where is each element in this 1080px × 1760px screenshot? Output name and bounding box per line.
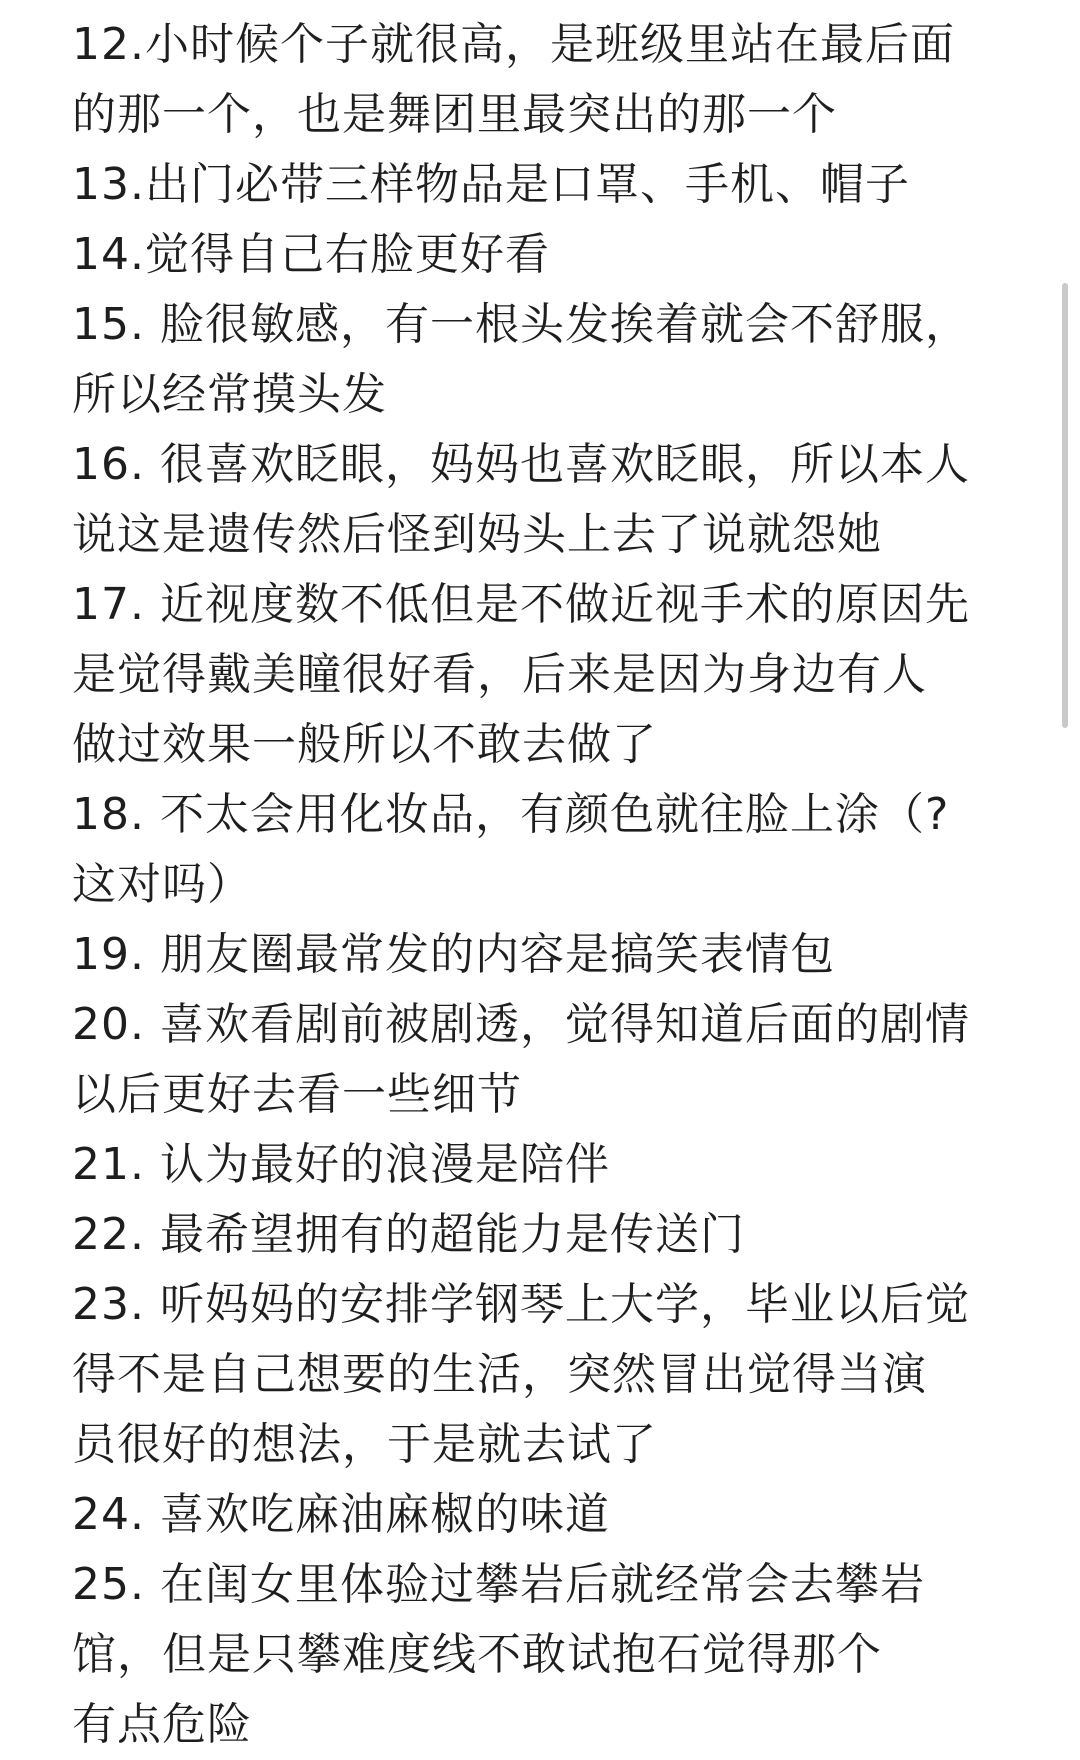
note-line: 这对吗） bbox=[72, 859, 252, 910]
scrollbar-thumb[interactable] bbox=[1062, 283, 1068, 728]
note-line: 13.出门必带三样物品是口罩、手机、帽子 bbox=[72, 159, 910, 210]
note-line: 25. 在闺女里体验过攀岩后就经常会去攀岩 bbox=[72, 1559, 925, 1610]
note-line: 20. 喜欢看剧前被剧透，觉得知道后面的剧情 bbox=[72, 999, 970, 1050]
note-line: 15. 脸很敏感，有一根头发挨着就会不舒服， bbox=[72, 299, 970, 350]
note-line: 是觉得戴美瞳很好看，后来是因为身边有人 bbox=[72, 649, 927, 700]
note-line: 所以经常摸头发 bbox=[72, 369, 387, 420]
vertical-scrollbar[interactable] bbox=[1062, 0, 1076, 1758]
note-line: 馆，但是只攀难度线不敢试抱石觉得那个 bbox=[72, 1629, 882, 1680]
note-line: 以后更好去看一些细节 bbox=[72, 1069, 522, 1120]
note-line: 员很好的想法，于是就去试了 bbox=[72, 1419, 657, 1470]
note-line: 19. 朋友圈最常发的内容是搞笑表情包 bbox=[72, 929, 835, 980]
note-line: 得不是自己想要的生活，突然冒出觉得当演 bbox=[72, 1349, 927, 1400]
note-line: 18. 不太会用化妆品，有颜色就往脸上涂（? bbox=[72, 789, 950, 840]
note-line: 21. 认为最好的浪漫是陪伴 bbox=[72, 1139, 610, 1190]
note-line: 17. 近视度数不低但是不做近视手术的原因先 bbox=[72, 579, 970, 630]
note-line: 22. 最希望拥有的超能力是传送门 bbox=[72, 1209, 745, 1260]
note-line: 16. 很喜欢眨眼，妈妈也喜欢眨眼，所以本人 bbox=[72, 439, 970, 490]
note-line: 23. 听妈妈的安排学钢琴上大学，毕业以后觉 bbox=[72, 1279, 970, 1330]
note-line: 说这是遗传然后怪到妈头上去了说就怨她 bbox=[72, 509, 882, 560]
note-line: 14.觉得自己右脸更好看 bbox=[72, 229, 550, 280]
note-line: 24. 喜欢吃麻油麻椒的味道 bbox=[72, 1489, 610, 1540]
note-body bbox=[72, 10, 1012, 1760]
note-line: 12.小时候个子就很高，是班级里站在最后面 bbox=[72, 19, 955, 70]
note-line: 做过效果一般所以不敢去做了 bbox=[72, 719, 657, 770]
note-line: 有点危险 bbox=[72, 1699, 252, 1750]
note-line: 的那一个，也是舞团里最突出的那一个 bbox=[72, 89, 837, 140]
